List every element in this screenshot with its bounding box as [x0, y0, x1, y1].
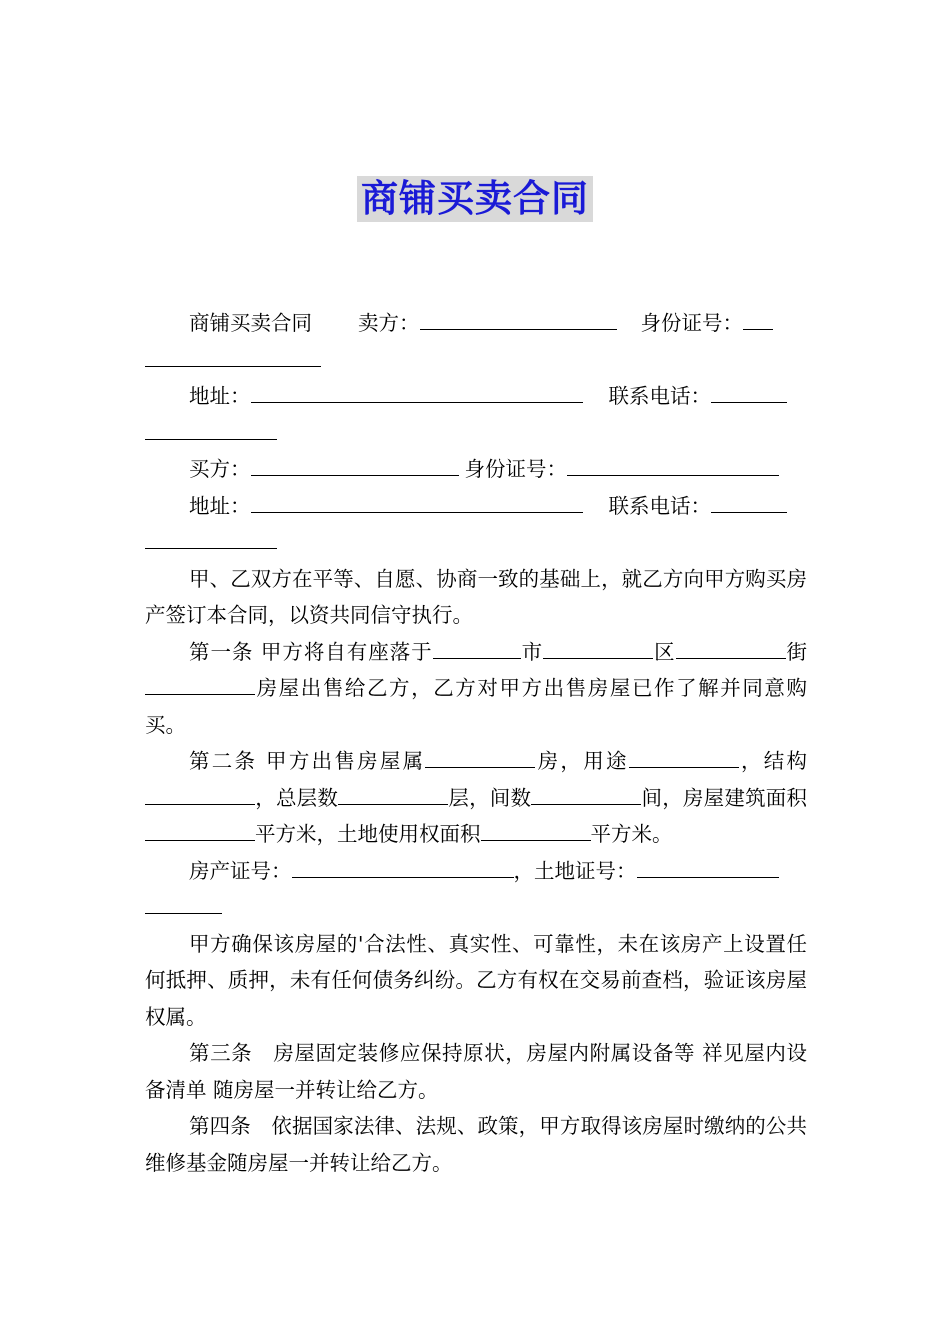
seller-blank[interactable]: [420, 309, 617, 330]
seller-address-label: 地址：: [189, 384, 251, 408]
preamble-paragraph: 甲、乙双方在平等、自愿、协商一致的基础上，就乙方向甲方购买房产签订本合同，以资共同信守执行。: [145, 566, 807, 627]
warranty-paragraph: 甲方确保该房屋的'合法性、真实性、可靠性，未在该房产上设置任何抵押、质押，未有任何债务纠纷。乙方有权在交易前查档，验证该房屋权属。: [145, 931, 807, 1029]
certificate-line: [145, 853, 807, 890]
contract-name-label: 商铺买卖合同: [189, 311, 312, 335]
article-2-text-h: 平方米。: [590, 822, 673, 846]
article-1-text-b: 市: [520, 639, 544, 664]
article-2-text-g: 平方米，土地使用权面积: [255, 822, 481, 846]
seller-id-blank-b[interactable]: [145, 346, 321, 367]
article-2-text-e: 层，间数: [448, 785, 532, 810]
buyer-line: [145, 451, 807, 488]
buyer-id-label: 身份证号：: [464, 457, 567, 481]
buyer-phone-blank-b[interactable]: [145, 528, 277, 549]
buyer-address-line: [145, 488, 807, 525]
seller-address-line: [145, 378, 807, 415]
seller-label: 卖方：: [358, 311, 420, 335]
land-area-blank[interactable]: [481, 820, 591, 841]
article-1-text-a: 第一条 甲方将自有座落于: [189, 639, 433, 664]
land-cert-blank-a[interactable]: [637, 857, 779, 878]
seller-phone-blank-a[interactable]: [711, 382, 787, 403]
buyer-label: 买方：: [189, 457, 251, 481]
property-cert-label: 房产证号：: [189, 858, 292, 883]
document-body: [145, 305, 807, 1181]
seller-phone-continuation: [145, 415, 807, 452]
article-1-text-c: 区: [653, 639, 676, 664]
seller-id-continuation: [145, 342, 807, 379]
buyer-address-label: 地址：: [189, 493, 251, 518]
rooms-blank[interactable]: [531, 784, 641, 805]
buyer-blank[interactable]: [251, 455, 459, 476]
land-cert-continuation: [145, 889, 807, 926]
article-2-text-f: 间，房屋建筑面积: [641, 785, 808, 810]
article-2: [145, 743, 807, 853]
street-blank-a[interactable]: [676, 638, 786, 659]
building-area-blank[interactable]: [145, 820, 255, 841]
floors-blank[interactable]: [338, 784, 448, 805]
structure-blank[interactable]: [145, 784, 255, 805]
seller-phone-blank-b[interactable]: [145, 419, 277, 440]
article-1-text-e: 房屋出售给乙方，乙方对甲方出售房屋已作了解并同意购买。: [145, 676, 807, 737]
article-4: 第四条 依据国家法律、法规、政策，甲方取得该房屋时缴纳的公共维修基金随房屋一并转让给乙方。: [145, 1114, 807, 1175]
buyer-address-blank[interactable]: [251, 492, 583, 513]
usage-blank[interactable]: [629, 747, 739, 768]
seller-phone-label: 联系电话：: [608, 384, 711, 408]
article-2-text-a: 第二条 甲方出售房屋属: [189, 749, 426, 773]
article-1: [145, 634, 807, 744]
property-cert-blank[interactable]: [292, 857, 514, 878]
seller-id-blank-a[interactable]: [743, 309, 773, 330]
land-cert-label: ，土地证号：: [513, 858, 637, 883]
document-title: 商铺买卖合同: [357, 176, 593, 222]
article-2-text-c: ，结构: [738, 749, 808, 773]
city-blank[interactable]: [433, 638, 521, 659]
seller-address-blank[interactable]: [251, 382, 583, 403]
buyer-phone-continuation: [145, 524, 807, 561]
seller-line: [145, 305, 807, 342]
article-3: 第三条 房屋固定装修应保持原状，房屋内附属设备等 祥见屋内设备清单 随房屋一并转让给乙方。: [145, 1041, 807, 1102]
article-2-text-b: 房，用途: [535, 749, 629, 773]
buyer-phone-label: 联系电话：: [608, 493, 711, 518]
buyer-id-blank[interactable]: [567, 455, 779, 476]
article-2-text-d: ，总层数: [255, 785, 339, 810]
land-cert-blank-b[interactable]: [145, 893, 222, 914]
house-type-blank[interactable]: [425, 747, 535, 768]
title-container: [0, 176, 950, 222]
seller-id-label: 身份证号：: [640, 311, 743, 335]
street-blank-b[interactable]: [145, 674, 255, 695]
district-blank[interactable]: [543, 638, 653, 659]
article-1-text-d: 街: [785, 639, 807, 664]
buyer-phone-blank-a[interactable]: [711, 492, 787, 513]
